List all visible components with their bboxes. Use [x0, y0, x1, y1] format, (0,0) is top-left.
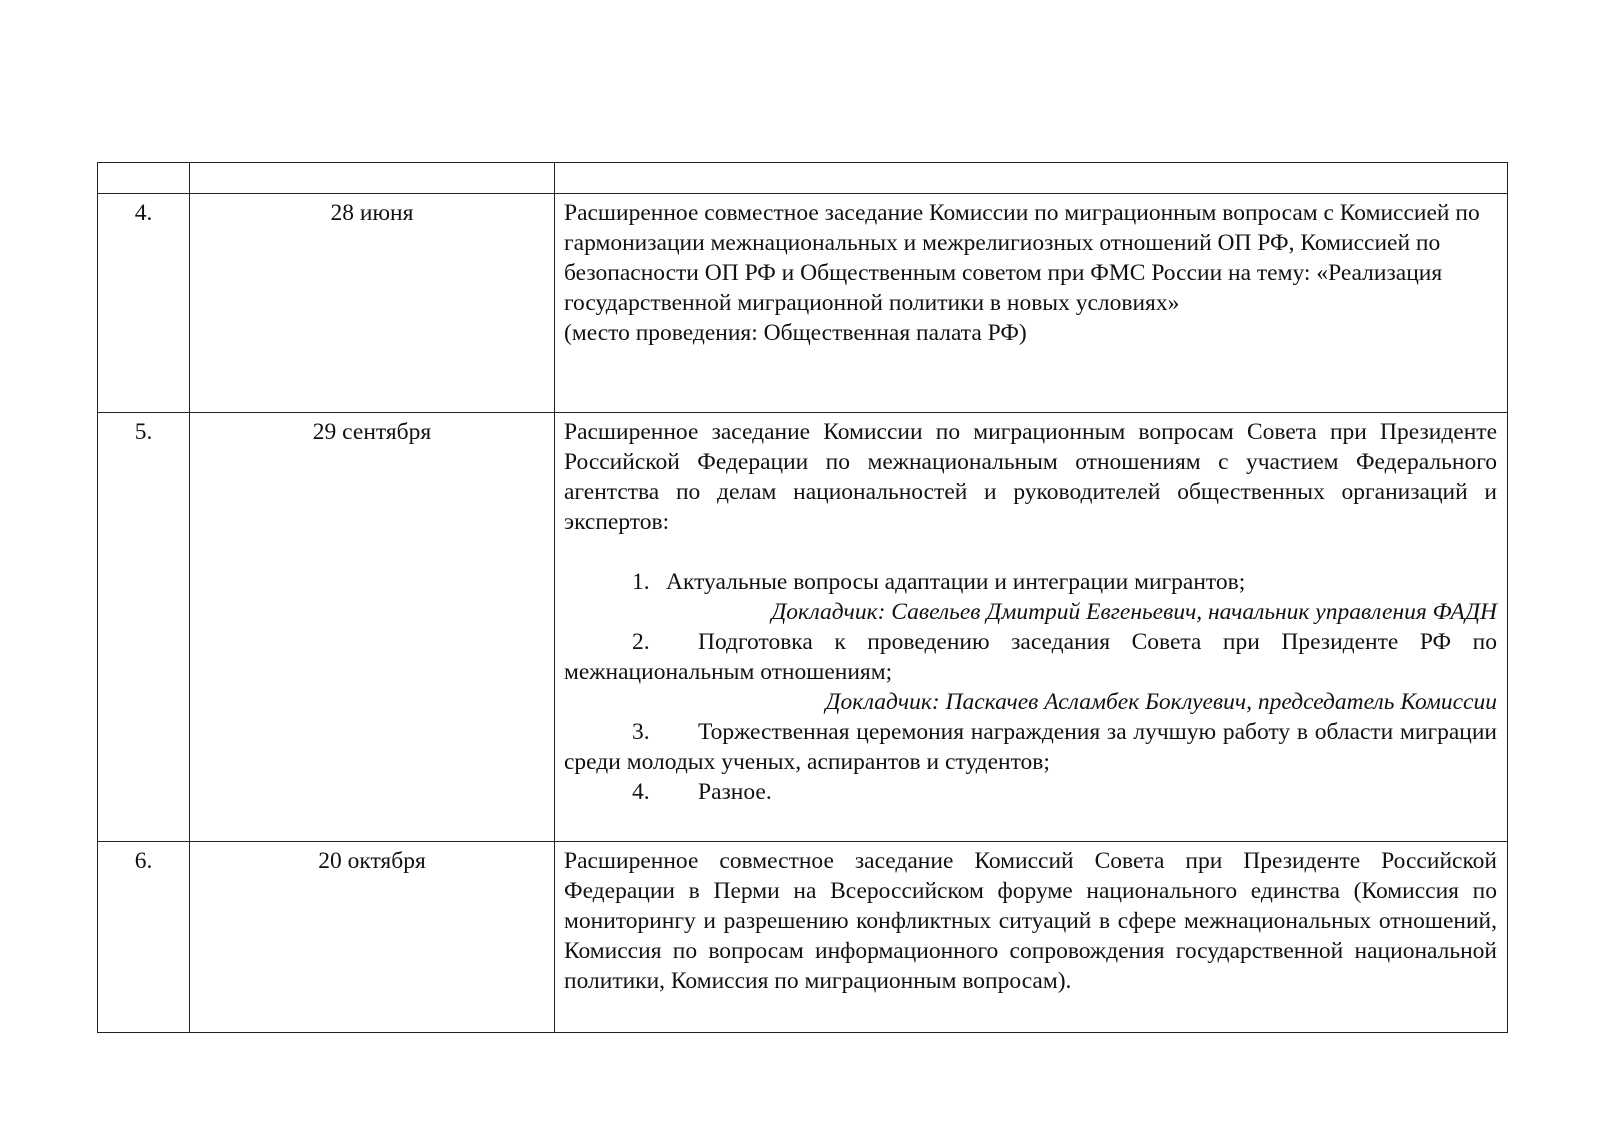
- row-number: 5.: [98, 413, 190, 842]
- row-description: Расширенное совместное заседание Комиссии по миграционным вопросам с Комиссией по гармонизации межнациональных и межрелигиозных отношений ОП РФ, Комиссией по безопасности ОП РФ и Общественным советом при ФМС России на тему: «Реализация государственной миграционной политики в новых условиях»: [564, 200, 1480, 316]
- agenda-item-number: 3.: [632, 719, 650, 745]
- schedule-table: [97, 162, 1508, 1033]
- agenda-item-text: Разное.: [698, 779, 772, 805]
- row-number: 6.: [98, 842, 190, 1033]
- header-cell-description: [555, 163, 1508, 194]
- agenda-item: [564, 777, 1497, 807]
- header-cell-date: [190, 163, 555, 194]
- agenda-item-text: Подготовка к проведению заседания Совета при Президенте РФ по межнациональным отношениям;: [564, 629, 1497, 685]
- row-description: Расширенное совместное заседание Комиссий Совета при Президенте Российской Федерации в Перми на Всероссийском форуме национального единства (Комиссия по мониторингу и разрешению конфликтных ситуаций в сфере межнациональных отношений, Комиссия по вопросам информационного сопровождения государственной национальной политики, Комиссия по миграционным вопросам).: [564, 848, 1497, 994]
- table-row: [98, 413, 1508, 842]
- row-venue: (место проведения: Общественная палата РФ): [564, 320, 1027, 346]
- agenda-item-speaker: Докладчик: Паскачев Асламбек Боклуевич, председатель Комиссии: [825, 689, 1497, 715]
- agenda-item-number: 2.: [632, 629, 650, 655]
- row-description-cell: [555, 842, 1508, 1033]
- row-date: 28 июня: [190, 194, 555, 413]
- agenda-item-text: Актуальные вопросы адаптации и интеграции мигрантов;: [666, 569, 1246, 595]
- row-description: Расширенное заседание Комиссии по миграционным вопросам Совета при Президенте Российской Федерации по межнациональным отношениям с участием Федерального агентства по делам национальностей и руководителей общественных организаций и экспертов:: [564, 419, 1497, 535]
- header-cell-number: [98, 163, 190, 194]
- table-row: [98, 194, 1508, 413]
- agenda-item-speaker: Докладчик: Савельев Дмитрий Евгеньевич, начальник управления ФАДН: [771, 599, 1497, 625]
- table-row: [98, 842, 1508, 1033]
- agenda-item-text: Торжественная церемония награждения за лучшую работу в области миграции среди молодых ученых, аспирантов и студентов;: [564, 719, 1497, 775]
- row-description-cell: [555, 413, 1508, 842]
- row-date: 20 октября: [190, 842, 555, 1033]
- agenda-item-number: 4.: [632, 779, 650, 805]
- agenda-item: [564, 567, 1497, 597]
- agenda-item-number: 1.: [632, 569, 650, 595]
- table-header-row: [98, 163, 1508, 194]
- agenda-item: [564, 627, 1497, 687]
- row-number: 4.: [98, 194, 190, 413]
- agenda-item: [564, 717, 1497, 777]
- row-date: 29 сентября: [190, 413, 555, 842]
- row-description-cell: [555, 194, 1508, 413]
